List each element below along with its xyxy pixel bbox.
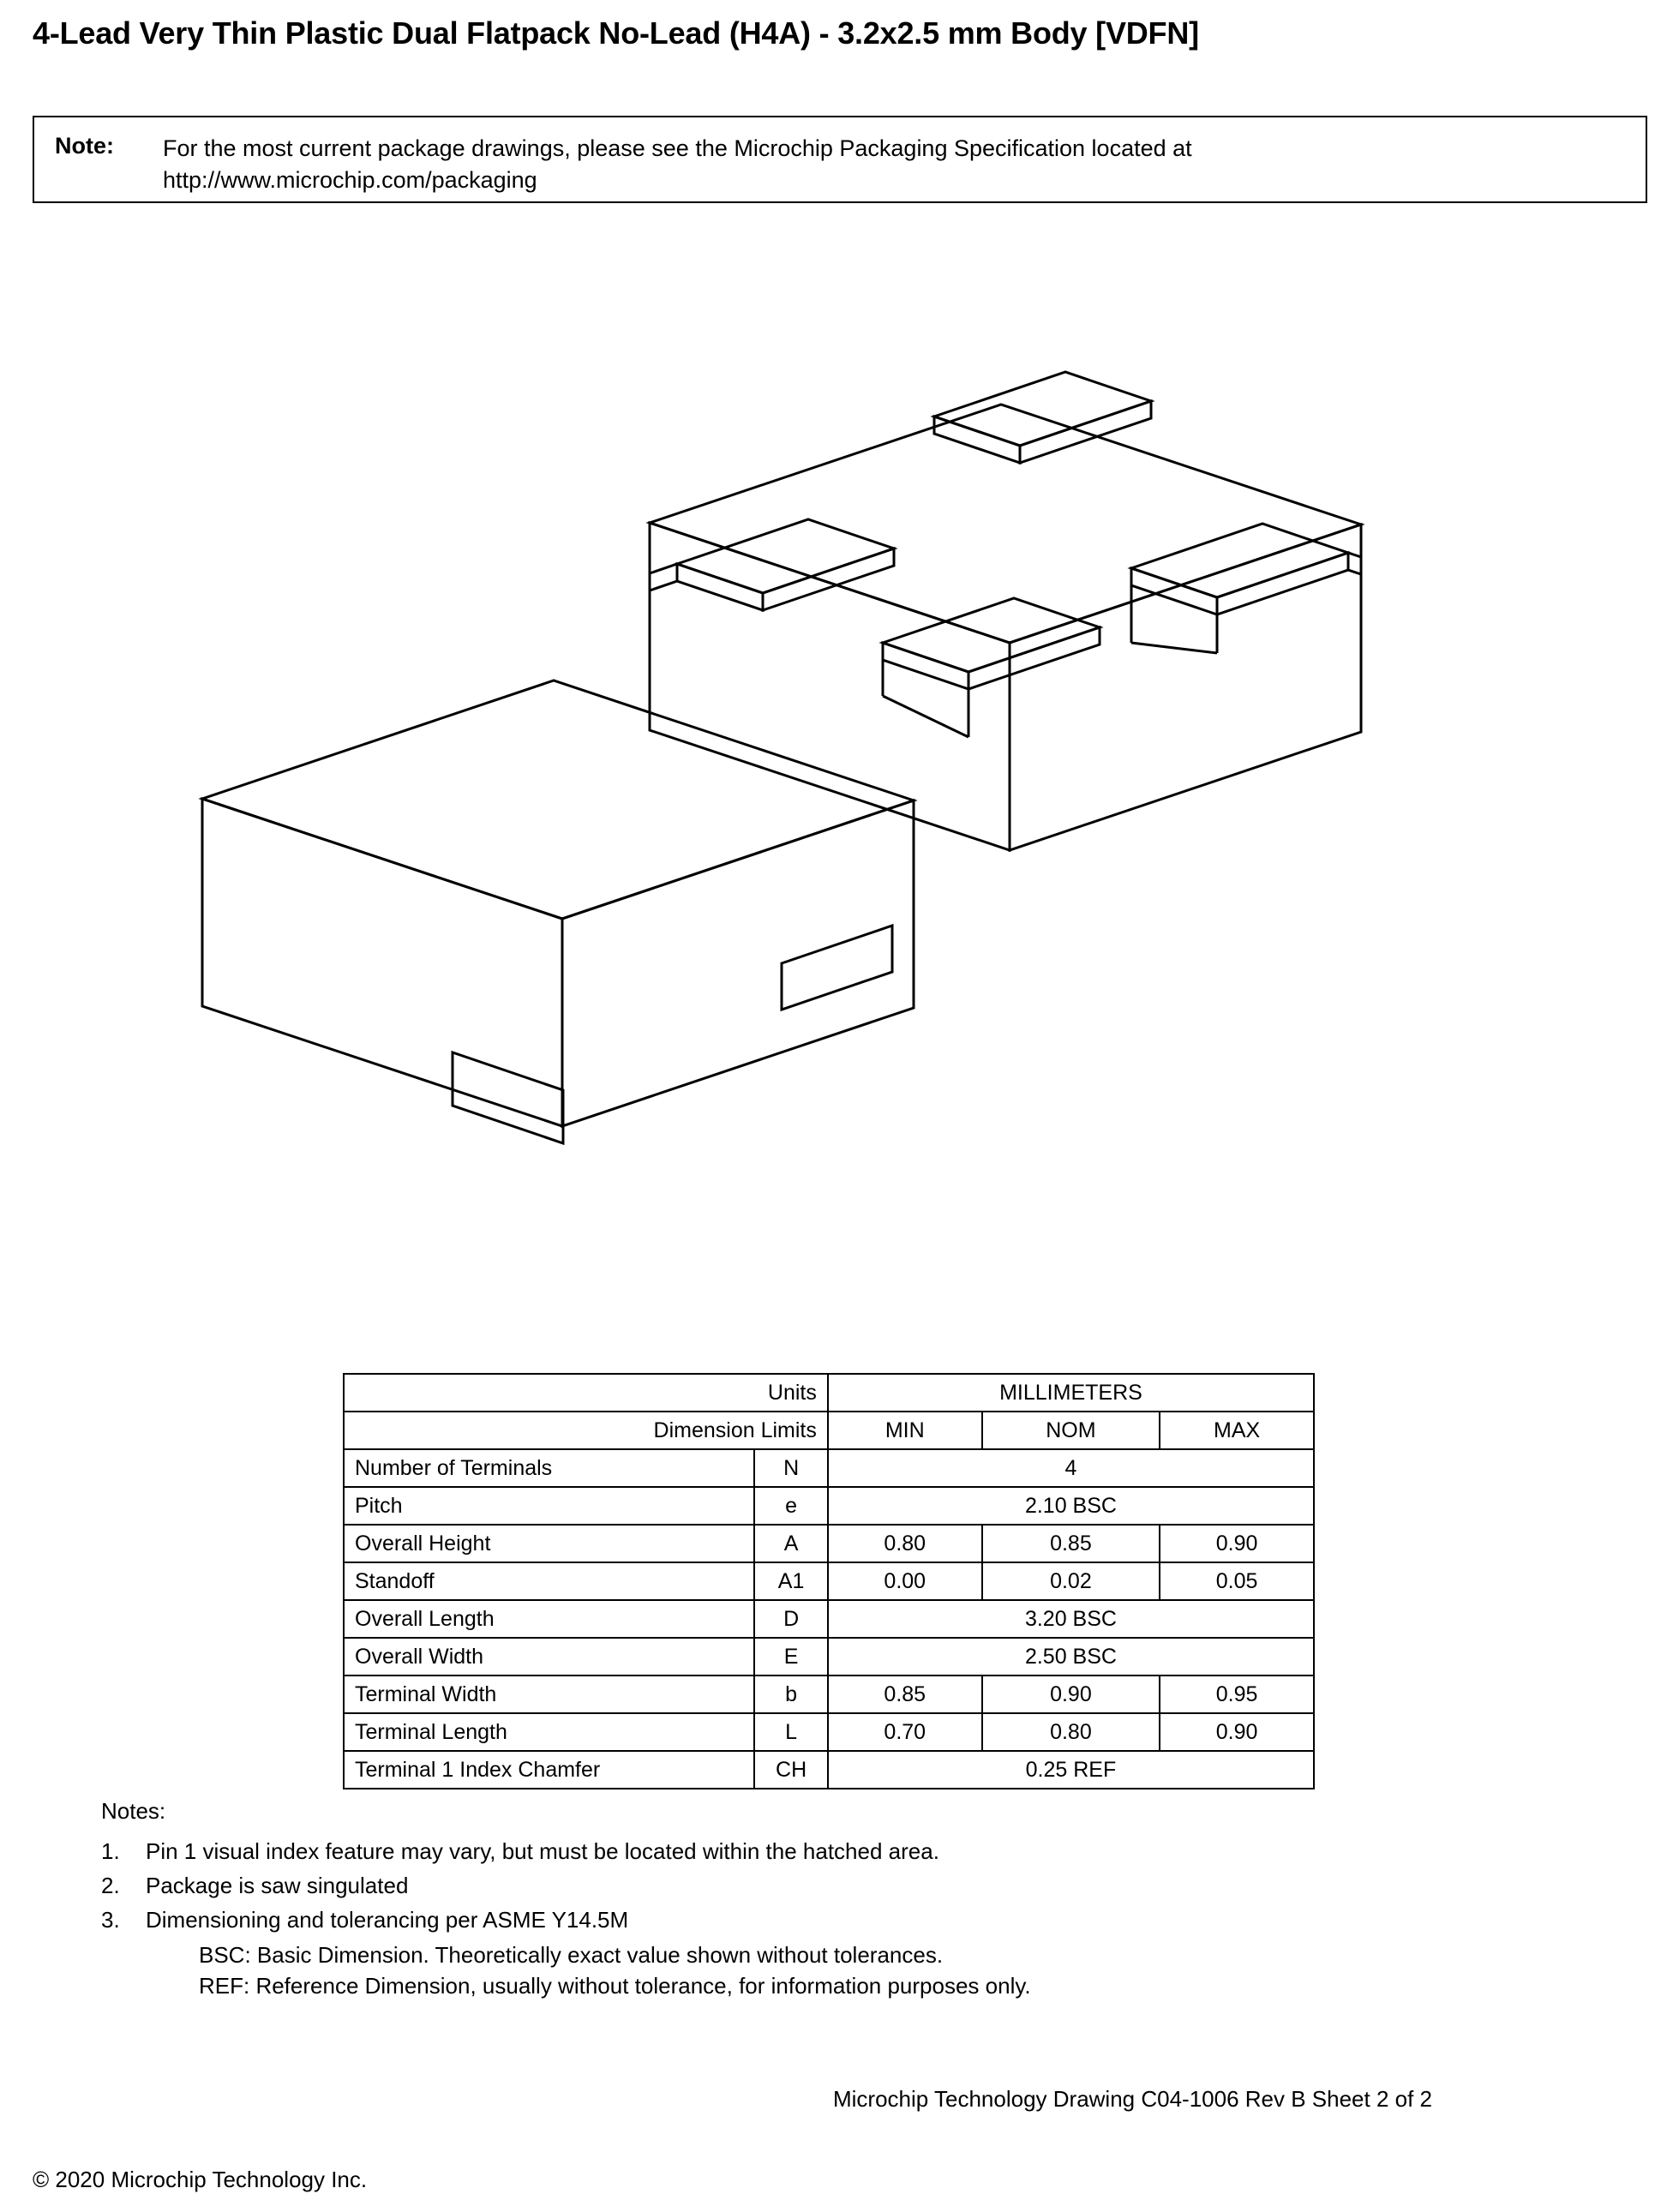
row-description: Pitch	[344, 1487, 754, 1525]
terminal-notch-front	[453, 1052, 563, 1143]
row-value-nom: 0.80	[982, 1713, 1160, 1751]
row-value-min: 0.85	[828, 1675, 982, 1713]
table-header-limits	[344, 1412, 1314, 1449]
copyright-notice: © 2020 Microchip Technology Inc.	[33, 2167, 368, 2192]
drawing-reference: Microchip Technology Drawing C04-1006 Rev B Sheet 2 of 2	[833, 2086, 1433, 2112]
row-value-min: 0.70	[828, 1713, 982, 1751]
notes-list	[101, 1837, 1031, 1934]
row-symbol: b	[754, 1675, 828, 1713]
terminal-notch-right	[782, 926, 892, 1010]
row-value-spanned: 2.10 BSC	[828, 1487, 1314, 1525]
table-row	[344, 1600, 1314, 1638]
sub-note: BSC: Basic Dimension. Theoretically exact value shown without tolerances.	[199, 1942, 944, 1968]
notes-heading: Notes:	[101, 1798, 166, 1824]
terminal-pad-right	[1131, 524, 1361, 653]
units-label: Units	[344, 1374, 828, 1412]
column-header-nom: NOM	[982, 1412, 1160, 1449]
row-symbol: CH	[754, 1751, 828, 1789]
row-description: Terminal Width	[344, 1675, 754, 1713]
table-row	[344, 1449, 1314, 1487]
table-row	[344, 1638, 1314, 1675]
row-value-spanned: 3.20 BSC	[828, 1600, 1314, 1638]
row-value-spanned: 0.25 REF	[828, 1751, 1314, 1789]
row-value-spanned: 2.50 BSC	[828, 1638, 1314, 1675]
terminal-pad-front	[883, 598, 1100, 737]
row-symbol: D	[754, 1600, 828, 1638]
table-header-units	[344, 1374, 1314, 1412]
table-row	[344, 1487, 1314, 1525]
page-title: 4-Lead Very Thin Plastic Dual Flatpack No-Lead (H4A) - 3.2x2.5 mm Body [VDFN]	[33, 15, 1199, 51]
dimension-limits-label: Dimension Limits	[344, 1412, 828, 1449]
note-label: Note:	[55, 133, 114, 159]
isometric-bottom-view	[650, 372, 1361, 850]
row-description: Overall Length	[344, 1600, 754, 1638]
row-description: Overall Width	[344, 1638, 754, 1675]
row-value-max: 0.05	[1160, 1562, 1314, 1600]
row-symbol: e	[754, 1487, 828, 1525]
row-value-min: 0.80	[828, 1525, 982, 1562]
table-row	[344, 1525, 1314, 1562]
note-item	[101, 1837, 1031, 1866]
row-symbol: N	[754, 1449, 828, 1487]
table-row	[344, 1562, 1314, 1600]
row-value-max: 0.90	[1160, 1713, 1314, 1751]
column-header-max: MAX	[1160, 1412, 1314, 1449]
table-row	[344, 1713, 1314, 1751]
note-text: Package is saw singulated	[146, 1873, 409, 1898]
row-description: Standoff	[344, 1562, 754, 1600]
row-value-min: 0.00	[828, 1562, 982, 1600]
row-description: Overall Height	[344, 1525, 754, 1562]
note-url: http://www.microchip.com/packaging	[163, 167, 537, 193]
row-description: Number of Terminals	[344, 1449, 754, 1487]
table-row	[344, 1675, 1314, 1713]
row-symbol: A	[754, 1525, 828, 1562]
note-text: Dimensioning and tolerancing per ASME Y14.5M	[146, 1907, 629, 1933]
note-item	[101, 1905, 1031, 1934]
note-line-1: For the most current package drawings, please see the Microchip Packaging Specification located at	[163, 135, 1192, 161]
isometric-top-view	[202, 680, 914, 1143]
notes-block	[101, 1798, 1031, 2001]
package-drawings	[0, 214, 1673, 1354]
row-description: Terminal Length	[344, 1713, 754, 1751]
note-number: 2.	[101, 1873, 120, 1898]
sub-notes	[101, 1939, 1031, 2001]
note-number: 1.	[101, 1838, 120, 1864]
row-symbol: A1	[754, 1562, 828, 1600]
dimension-table	[343, 1373, 1315, 1789]
row-description: Terminal 1 Index Chamfer	[344, 1751, 754, 1789]
row-value-max: 0.95	[1160, 1675, 1314, 1713]
column-header-min: MIN	[828, 1412, 982, 1449]
row-value-nom: 0.90	[982, 1675, 1160, 1713]
row-value-spanned: 4	[828, 1449, 1314, 1487]
row-symbol: L	[754, 1713, 828, 1751]
note-text: Pin 1 visual index feature may vary, but must be located within the hatched area.	[146, 1838, 939, 1864]
note-number: 3.	[101, 1907, 120, 1933]
row-symbol: E	[754, 1638, 828, 1675]
note-box	[33, 116, 1647, 203]
note-item	[101, 1871, 1031, 1900]
row-value-max: 0.90	[1160, 1525, 1314, 1562]
note-body	[163, 133, 1630, 196]
sub-note: REF: Reference Dimension, usually without tolerance, for information purposes only.	[199, 1973, 1031, 1999]
row-value-nom: 0.02	[982, 1562, 1160, 1600]
units-value: MILLIMETERS	[828, 1374, 1314, 1412]
table-row	[344, 1751, 1314, 1789]
row-value-nom: 0.85	[982, 1525, 1160, 1562]
